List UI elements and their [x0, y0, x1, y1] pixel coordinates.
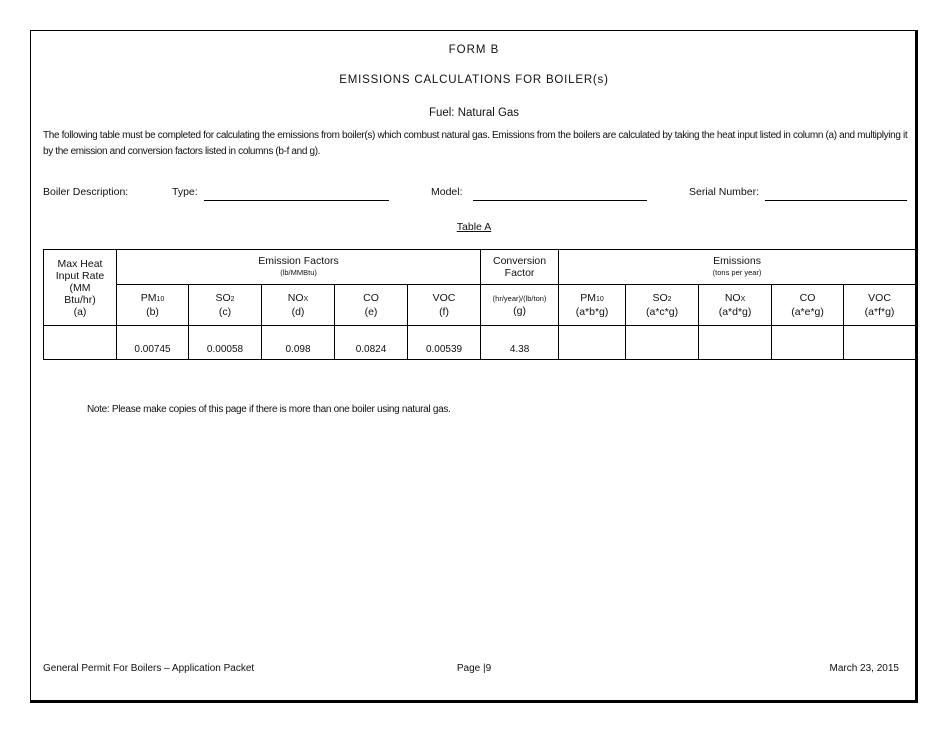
conversion-factor-header: Conversion Factor	[481, 250, 559, 285]
footer-left: General Permit For Boilers – Application Packet	[43, 663, 255, 674]
col-so2-emissions: SO2 (a*c*g)	[626, 285, 699, 326]
pm10-emissions-cell[interactable]	[559, 326, 626, 360]
emission-factors-header: Emission Factors (lb/MMBtu)	[117, 250, 481, 285]
note-text: Note: Please make copies of this page if there is more than one boiler using natural gas.	[87, 404, 451, 415]
co-emissions-cell[interactable]	[772, 326, 844, 360]
table-row	[44, 326, 916, 360]
instructions-paragraph: The following table must be completed for calculating the emissions from boiler(s) which combust natural gas. Emissions from the boilers are calculated by taking the heat input listed in column (a) and multiplying it by the emission and conversion factors listed in columns (b-f and g).	[43, 130, 908, 157]
footer-date: March 23, 2015	[829, 663, 899, 674]
serial-number-field[interactable]	[765, 200, 907, 201]
form-title: FORM B	[448, 44, 500, 56]
col-nox-factor: NOX (d)	[262, 285, 335, 326]
max-heat-input-cell[interactable]	[44, 326, 117, 360]
voc-emissions-cell[interactable]	[844, 326, 916, 360]
conversion-factor-cell: 4.38	[481, 326, 559, 360]
boiler-description-label: Boiler Description:	[43, 186, 129, 198]
max-heat-header: Max Heat Input Rate (MM Btu/hr) (a)	[44, 250, 117, 326]
type-label: Type:	[172, 186, 198, 198]
emissions-header: Emissions (tons per year)	[559, 250, 916, 285]
col-voc-factor: VOC (f)	[408, 285, 481, 326]
table-title: Table A	[456, 221, 492, 233]
col-co-factor: CO (e)	[335, 285, 408, 326]
document-page	[30, 30, 918, 703]
col-conversion: (hr/year)/(lb/ton) (g)	[481, 285, 559, 326]
voc-factor-cell: 0.00539	[408, 326, 481, 360]
col-voc-emissions: VOC (a*f*g)	[844, 285, 916, 326]
page-subtitle: EMISSIONS CALCULATIONS FOR BOILER(s)	[339, 74, 609, 86]
co-factor-cell: 0.0824	[335, 326, 408, 360]
so2-factor-cell: 0.00058	[189, 326, 262, 360]
col-pm10-factor: PM10 (b)	[117, 285, 189, 326]
boiler-fields	[43, 186, 909, 202]
serial-number-label: Serial Number:	[689, 186, 760, 198]
so2-emissions-cell[interactable]	[626, 326, 699, 360]
model-field[interactable]	[473, 200, 647, 201]
type-field[interactable]	[204, 200, 389, 201]
col-so2-factor: SO2 (c)	[189, 285, 262, 326]
nox-emissions-cell[interactable]	[699, 326, 772, 360]
fuel-label: Fuel: Natural Gas	[428, 107, 520, 119]
col-pm10-emissions: PM10 (a*b*g)	[559, 285, 626, 326]
col-co-emissions: CO (a*e*g)	[772, 285, 844, 326]
col-nox-emissions: NOX (a*d*g)	[699, 285, 772, 326]
footer-page-number: Page |9	[456, 663, 492, 674]
pm10-factor-cell: 0.00745	[117, 326, 189, 360]
nox-factor-cell: 0.098	[262, 326, 335, 360]
emissions-table	[43, 249, 916, 360]
model-label: Model:	[431, 186, 463, 198]
